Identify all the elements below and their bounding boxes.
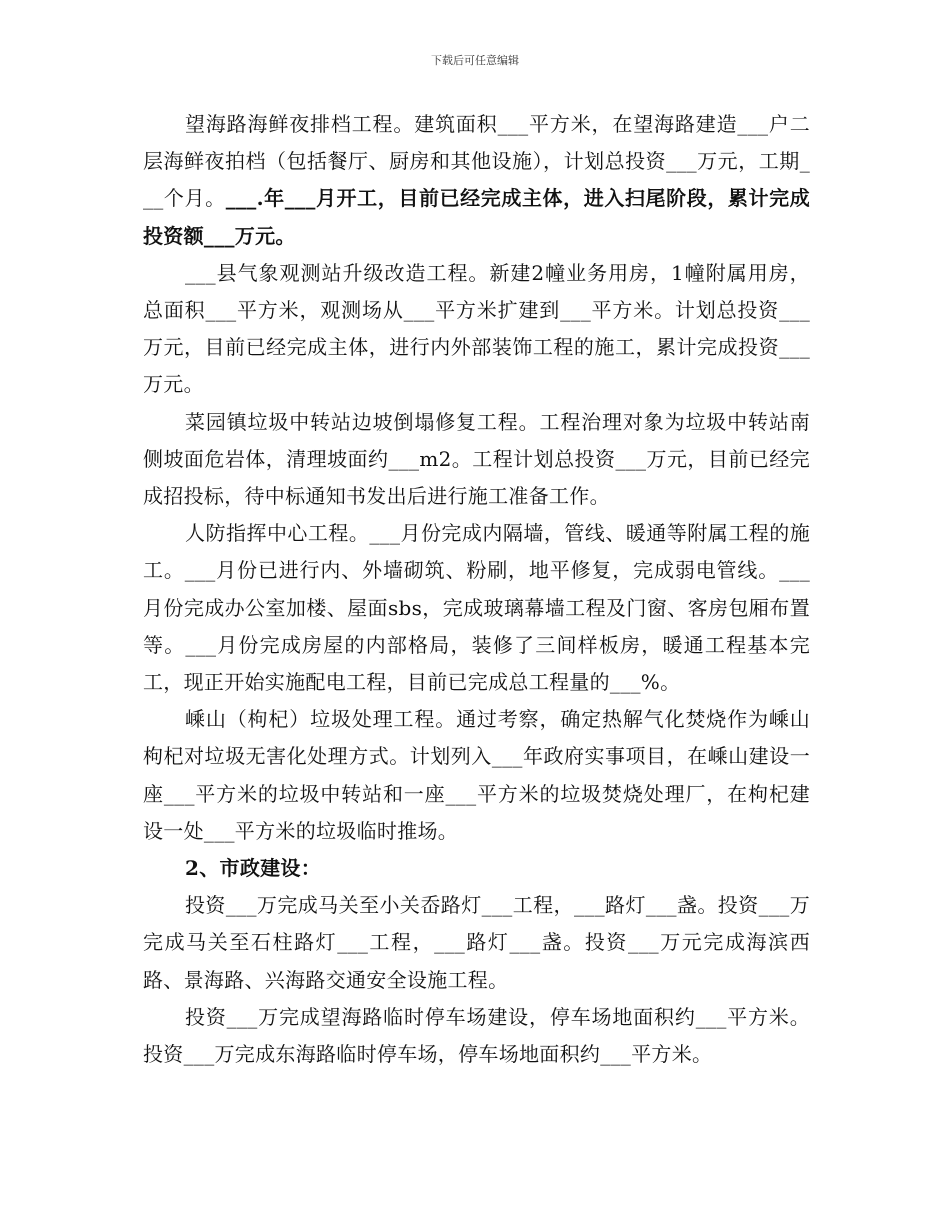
paragraph-garbage-treatment: 嵊山（枸杞）垃圾处理工程。通过考察，确定热解气化焚烧作为嵊山枸杞对垃圾无害化处理方式。计划列入___年政府实事项目，在嵊山建设一座___平方米的垃圾中转站和一座___平方米的垃圾焚烧处理厂，在枸杞建设一处___平方米的垃圾临时推场。 (143, 707, 810, 843)
page-header: 下载后可任意编辑 (431, 54, 519, 67)
paragraph-slope-repair: 菜园镇垃圾中转站边坡倒塌修复工程。工程治理对象为垃圾中转站南侧坡面危岩体，清理坡面约___m2。工程计划总投资___万元，目前已经完成招投标，待中标通知书发出后进行施工准备工作。 (143, 409, 810, 509)
paragraph-bold-text: ___.年___月开工，目前已经完成主体，进入扫尾阶段，累计完成投资额___万元。 (143, 186, 811, 248)
section-heading-municipal: 2、市政建设： (185, 856, 322, 881)
document-body (143, 106, 810, 1073)
paragraph-street-lights: 投资___万完成马关至小关岙路灯___工程，___路灯___盏。投资___万完成马关至石柱路灯___工程，___路灯___盏。投资___万元完成海滨西路、景海路、兴海路交通安全设施工程。 (143, 893, 810, 992)
paragraph-weather-station: ___县气象观测站升级改造工程。新建2幢业务用房，1幢附属用房，总面积___平方米，观测场从___平方米扩建到___平方米。计划总投资___万元，目前已经完成主体，进行内外部装饰工程的施工，累计完成投资___万元。 (143, 260, 810, 397)
paragraph-parking-lots: 投资___万完成望海路临时停车场建设，停车场地面积约___平方米。投资___万完成东海路临时停车场，停车场地面积约___平方米。 (143, 1004, 810, 1067)
paragraph-seafood-night-market (143, 106, 810, 255)
paragraph-text: 望海路海鲜夜排档工程。建筑面积___平方米，在望海路建造___户二层海鲜夜拍档（包括餐厅、厨房和其他设施），计划总投资___万元，工期___个月。 (143, 112, 810, 211)
paragraph-civil-defense-center: 人防指挥中心工程。___月份完成内隔墙，管线、暖通等附属工程的施工。___月份已进行内、外墙砌筑、粉刷，地平修复，完成弱电管线。___月份完成办公室加楼、屋面sbs，完成玻璃幕墙工程及门窗、客房包厢布置等。___月份完成房屋的内部格局，装修了三间样板房，暖通工程基本完工，现正开始实施配电工程，目前已完成总工程量的___%。 (143, 521, 810, 695)
